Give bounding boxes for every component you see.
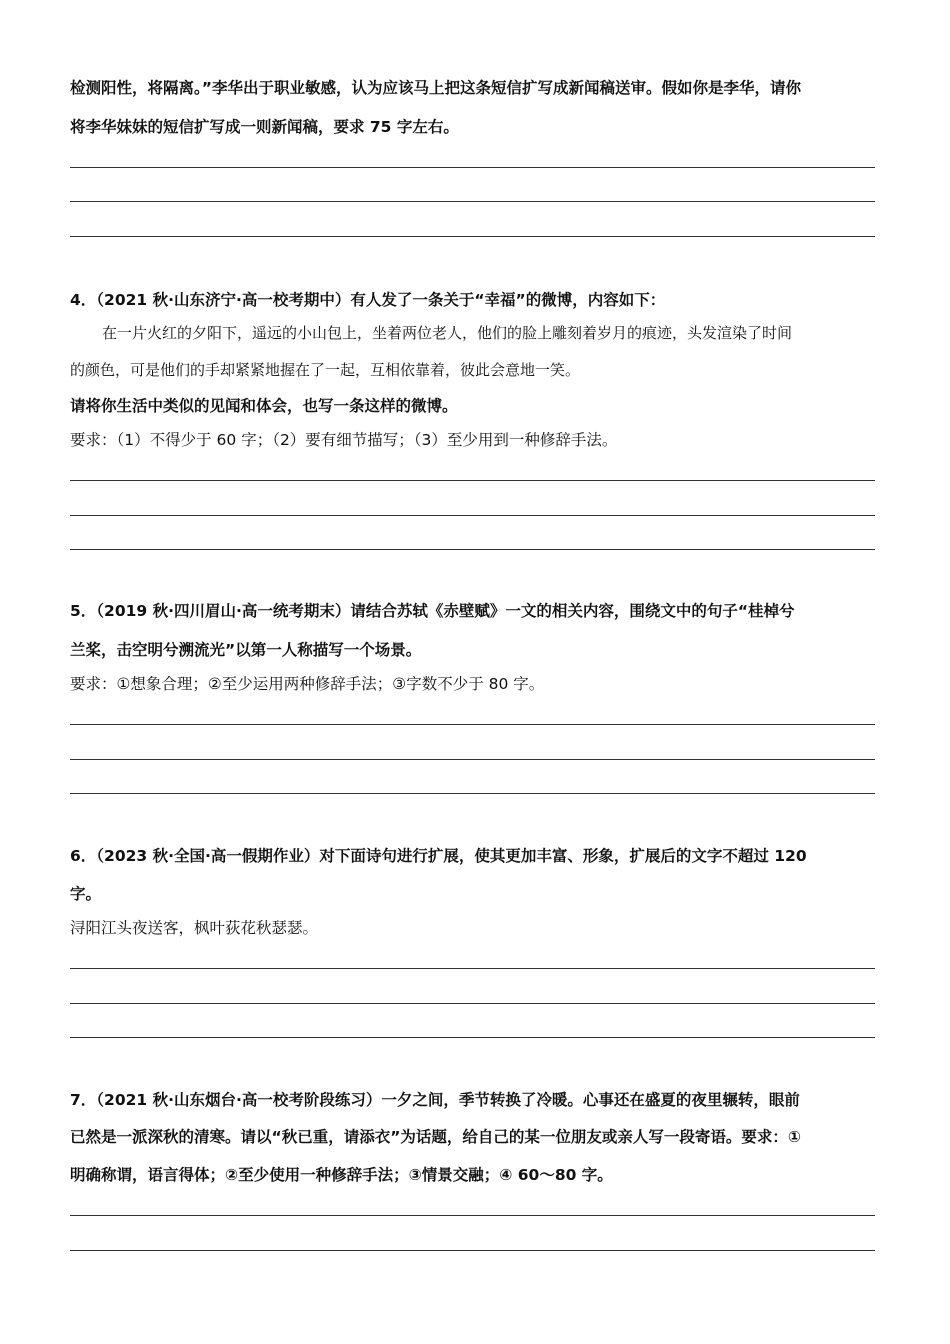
q5-text-line-2: 兰桨，击空明兮溯流光”以第一人称描写一个场景。	[70, 641, 422, 659]
answer-line	[70, 167, 875, 168]
q5-text-line-1: 5．（2019 秋·四川眉山·高一统考期末）请结合苏轼《赤壁赋》一文的相关内容，围绕文中的句子“桂棹兮	[70, 602, 795, 620]
q7-text-line-3: 明确称谓，语言得体；②至少使用一种修辞手法；③情景交融；④ 60～80 字。	[70, 1166, 613, 1184]
answer-line	[70, 549, 875, 550]
q5-requirement: 要求：①想象合理；②至少运用两种修辞手法；③字数不少于 80 字。	[70, 675, 545, 693]
answer-line	[70, 1003, 875, 1004]
q6-poem: 浔阳江头夜送客，枫叶荻花秋瑟瑟。	[70, 919, 319, 937]
q4-requirement: 要求：（1）不得少于 60 字；（2）要有细节描写；（3）至少用到一种修辞手法。	[70, 431, 618, 449]
q4-quote-line-1: 在一片火红的夕阳下，遥远的小山包上，坐着两位老人，他们的脸上雕刻着岁月的痕迹，头发渲染了时间	[102, 324, 793, 342]
q4-instruction: 请将你生活中类似的见闻和体会，也写一条这样的微博。	[70, 397, 458, 415]
answer-line	[70, 1250, 875, 1251]
answer-line	[70, 724, 875, 725]
q3-text-line-1: 检测阳性，将隔离。”李华出于职业敏感，认为应该马上把这条短信扩写成新闻稿送审。假如你是李华，请你	[70, 79, 801, 97]
answer-line	[70, 1215, 875, 1216]
q4-title: 4．（2021 秋·山东济宁·高一校考期中）有人发了一条关于“幸福”的微博，内容如下：	[70, 291, 666, 309]
answer-line	[70, 236, 875, 237]
q3-text-line-2: 将李华妹妹的短信扩写成一则新闻稿，要求 75 字左右。	[70, 118, 459, 136]
q7-text-line-2: 已然是一派深秋的清寒。请以“秋已重，请添衣”为话题，给自己的某一位朋友或亲人写一段寄语。要求：①	[70, 1128, 802, 1146]
answer-line	[70, 968, 875, 969]
q7-text-line-1: 7．（2021 秋·山东烟台·高一校考阶段练习）一夕之间，季节转换了冷暖。心事还在盛夏的夜里辗转，眼前	[70, 1091, 800, 1109]
answer-line	[70, 201, 875, 202]
answer-line	[70, 515, 875, 516]
q6-text-line-2: 字。	[70, 885, 102, 903]
answer-line	[70, 480, 875, 481]
answer-line	[70, 759, 875, 760]
answer-line	[70, 1037, 875, 1038]
q4-quote-line-2: 的颜色，可是他们的手却紧紧地握在了一起，互相依靠着，彼此会意地一笑。	[70, 361, 581, 379]
q6-text-line-1: 6．（2023 秋·全国·高一假期作业）对下面诗句进行扩展，使其更加丰富、形象，扩展后的文字不超过 120	[70, 847, 807, 865]
answer-line	[70, 793, 875, 794]
